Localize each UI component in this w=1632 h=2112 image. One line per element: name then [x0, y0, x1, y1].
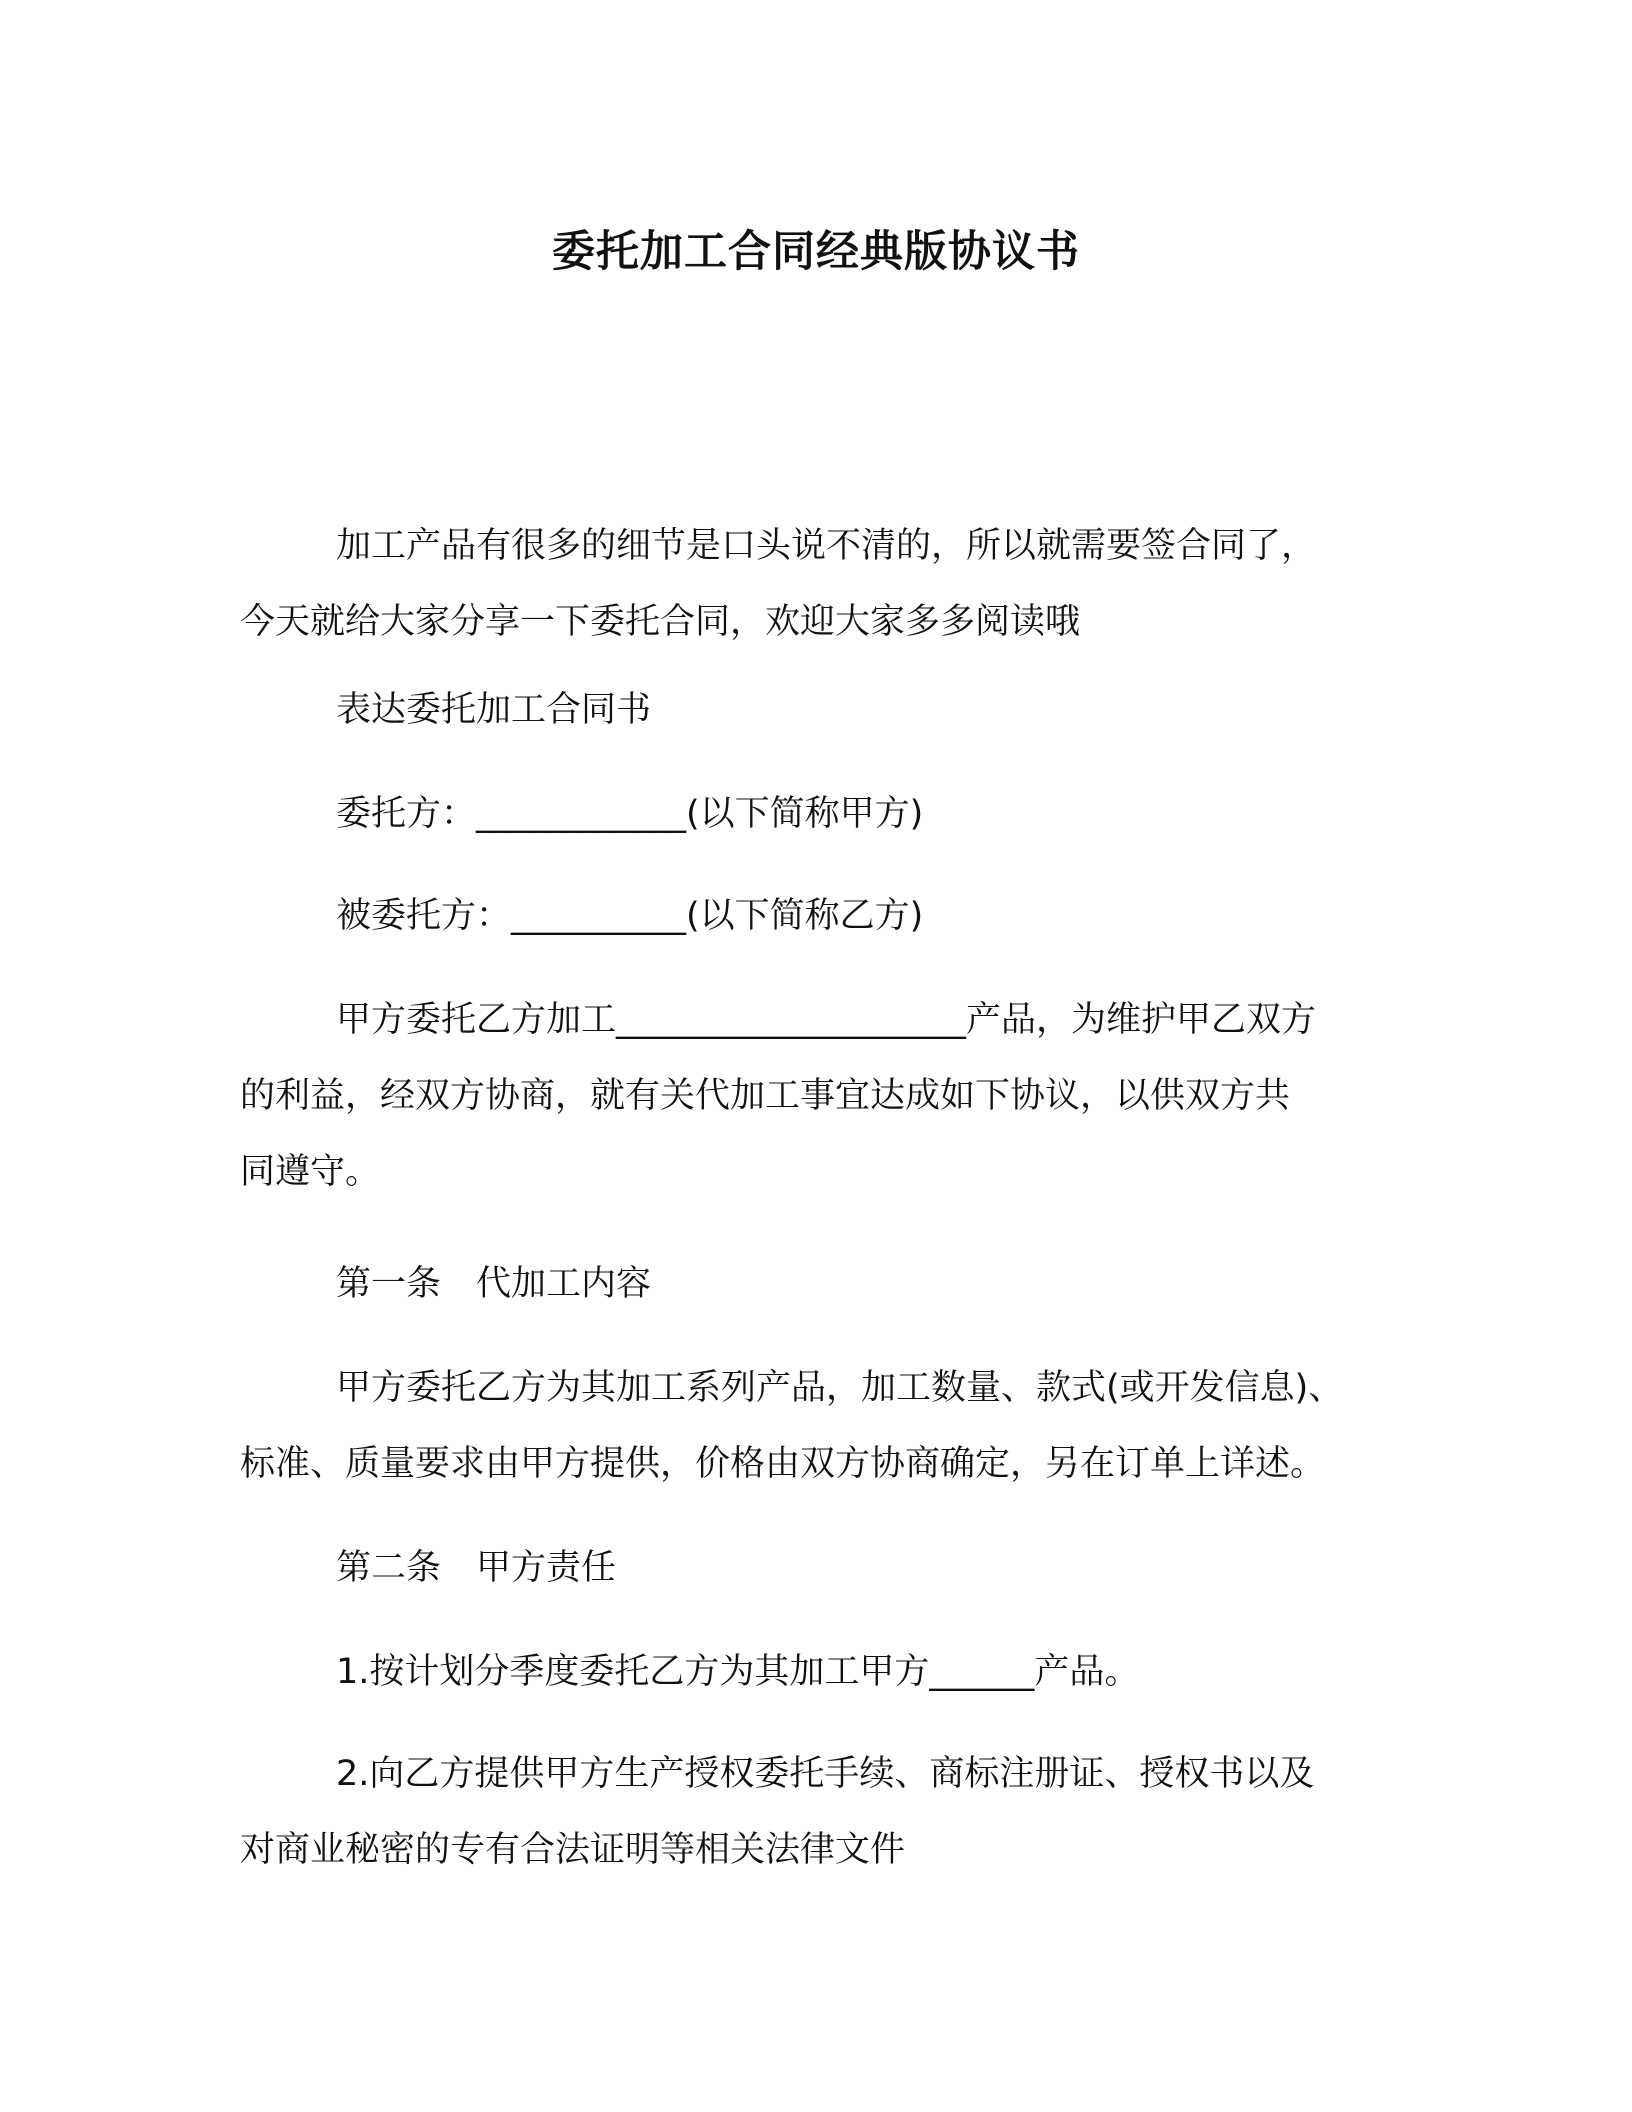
text-line: 委托方：____________(以下简称甲方)	[336, 794, 924, 834]
text-line: 标准、质量要求由甲方提供，价格由双方协商确定，另在订单上详述。	[240, 1444, 1326, 1484]
text-line: 被委托方：__________(以下简称乙方)	[336, 896, 924, 936]
article-2-item-1	[240, 1634, 1390, 1710]
text-line: 表达委托加工合同书	[336, 690, 652, 730]
text-line: 第一条 代加工内容	[336, 1264, 652, 1304]
article-1-heading	[240, 1246, 1390, 1322]
party-b-line	[240, 878, 1390, 954]
text-line: 对商业秘密的专有合法证明等相关法律文件	[240, 1830, 906, 1870]
article-1-body	[240, 1350, 1390, 1502]
contract-subtitle	[240, 672, 1390, 748]
text-line: 今天就给大家分享一下委托合同，欢迎大家多多阅读哦	[240, 602, 1081, 642]
text-line: 同遵守。	[240, 1152, 381, 1192]
article-2-heading	[240, 1530, 1390, 1606]
preamble-paragraph	[240, 982, 1390, 1210]
text-line: 甲方委托乙方为其加工系列产品，加工数量、款式(或开发信息)、	[336, 1368, 1344, 1408]
text-line: 甲方委托乙方加工____________________产品，为维护甲乙双方	[336, 1000, 1317, 1040]
text-line: 加工产品有很多的细节是口头说不清的，所以就需要签合同了，	[336, 526, 1317, 566]
text-line: 1.按计划分季度委托乙方为其加工甲方______产品。	[336, 1652, 1140, 1692]
text-line: 第二条 甲方责任	[336, 1548, 617, 1588]
text-line: 的利益，经双方协商，就有关代加工事宜达成如下协议，以供双方共	[240, 1076, 1291, 1116]
article-2-item-2	[240, 1736, 1390, 1888]
intro-paragraph	[240, 508, 1390, 660]
party-a-line	[240, 776, 1390, 852]
text-line: 2.向乙方提供甲方生产授权委托手续、商标注册证、授权书以及	[336, 1754, 1315, 1794]
document-title: 委托加工合同经典版协议书	[552, 227, 1080, 277]
